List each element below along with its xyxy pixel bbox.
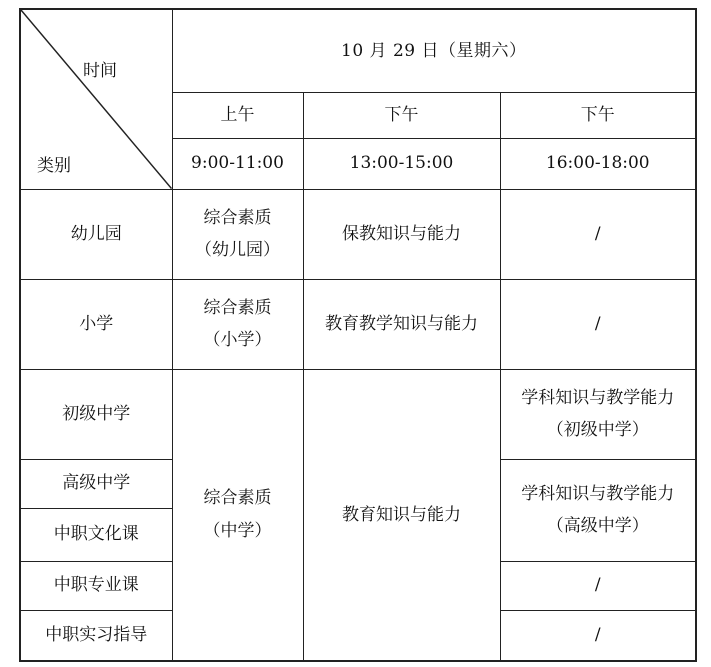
table-row	[20, 189, 696, 279]
table-row	[20, 279, 696, 369]
category-senior-middle: 高级中学	[20, 459, 172, 508]
exam-date: 10 月 29 日（星期六）	[172, 9, 696, 92]
subject-name: 综合素质	[203, 207, 272, 228]
subject-none: /	[500, 189, 696, 279]
exam-schedule-table	[19, 8, 697, 662]
subject-level: （高级中学）	[546, 516, 649, 536]
period-label-afternoon-2: 下午	[500, 92, 696, 138]
period-time-afternoon-1: 13:00-15:00	[303, 138, 500, 189]
corner-time-label: 时间	[83, 61, 117, 81]
period-time-morning: 9:00-11:00	[172, 138, 303, 189]
corner-type-label: 类别	[37, 156, 71, 176]
subject-none: /	[500, 610, 696, 661]
subject-none: /	[500, 279, 696, 369]
subject-none: /	[500, 561, 696, 610]
period-time-afternoon-2: 16:00-18:00	[500, 138, 696, 189]
subject-name: 学科知识与教学能力	[521, 387, 675, 408]
subject-comprehensive-secondary	[172, 369, 303, 661]
subject-knowledge-teaching-junior	[500, 369, 696, 459]
subject-level: （小学）	[203, 330, 272, 350]
subject-comprehensive-primary	[172, 279, 303, 369]
category-vocational-culture: 中职文化课	[20, 508, 172, 561]
date-row	[20, 9, 696, 92]
category-junior-middle: 初级中学	[20, 369, 172, 459]
corner-header-cell	[20, 9, 172, 189]
category-kindergarten: 幼儿园	[20, 189, 172, 279]
subject-knowledge-teaching-senior	[500, 459, 696, 561]
subject-care-education: 保教知识与能力	[303, 189, 500, 279]
period-label-afternoon-1: 下午	[303, 92, 500, 138]
subject-level: （中学）	[203, 520, 272, 541]
table-row	[20, 369, 696, 459]
subject-name: 综合素质	[203, 488, 272, 509]
subject-comprehensive-kindergarten	[172, 189, 303, 279]
category-vocational-major: 中职专业课	[20, 561, 172, 610]
subject-name: 学科知识与教学能力	[521, 483, 675, 504]
subject-education-knowledge: 教育知识与能力	[303, 369, 500, 661]
subject-name: 综合素质	[203, 297, 272, 318]
period-label-morning: 上午	[172, 92, 303, 138]
category-primary: 小学	[20, 279, 172, 369]
subject-level: （初级中学）	[546, 420, 649, 440]
subject-education-teaching: 教育教学知识与能力	[303, 279, 500, 369]
category-vocational-practice: 中职实习指导	[20, 610, 172, 661]
subject-level: （幼儿园）	[195, 240, 280, 260]
